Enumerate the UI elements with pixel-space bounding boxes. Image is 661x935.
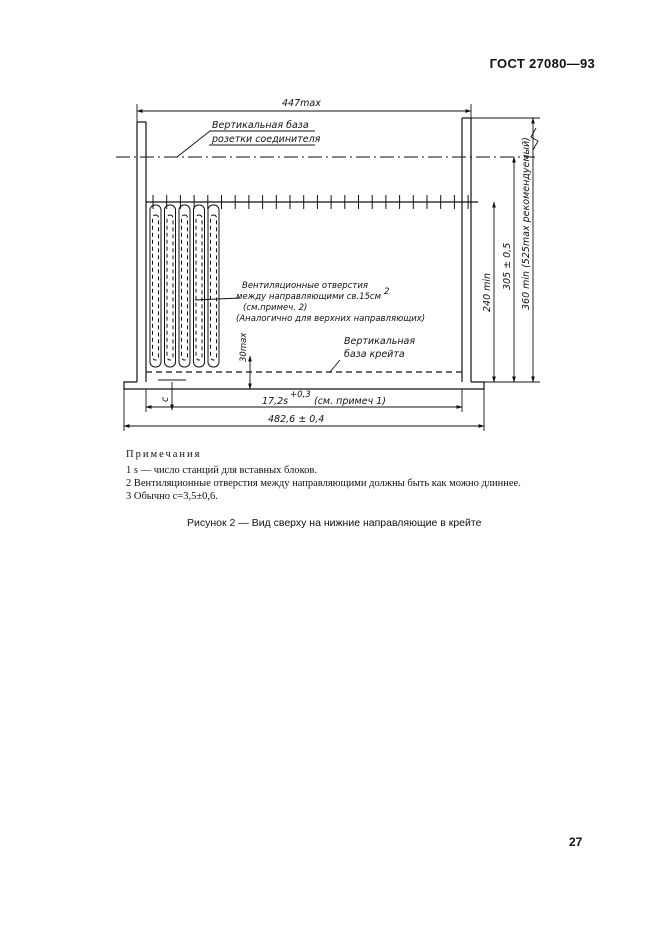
note-3: 3 Обычно c=3,5±0,6. — [126, 491, 218, 502]
notes-section — [126, 448, 526, 503]
dim-30-label: 30max — [239, 332, 249, 362]
guide-slot — [150, 205, 161, 367]
guide-slot — [194, 205, 205, 367]
dim-482-label: 482,6 ± 0,4 — [268, 414, 325, 425]
page-number: 27 — [569, 835, 583, 849]
guide-slot — [165, 205, 176, 367]
dim-c-label: c — [160, 396, 171, 402]
vertical-base-title: Вертикальная база — [212, 120, 309, 131]
vent-label-4: (Аналогично для верхних направляющих) — [236, 314, 426, 324]
figure-caption: Рисунок 2 — Вид сверху на нижние направляющие в крейте — [187, 517, 482, 529]
dim-172-label: 17,2s — [262, 396, 289, 407]
document-code: ГОСТ 27080—93 — [489, 56, 595, 71]
right-flange — [462, 382, 484, 389]
vent-label-1: Вентиляционные отверстия — [242, 281, 368, 291]
dim-240-label: 240 min — [482, 272, 493, 312]
vent-opening — [196, 215, 202, 360]
dim-447-label: 447max — [282, 98, 321, 109]
guide-slot — [208, 205, 219, 367]
note-1: 1 s — число станций для вставных блоков. — [126, 465, 317, 476]
crate-top-view-drawing — [0, 0, 661, 450]
vertical-base-subtitle: розетки соединителя — [212, 134, 321, 145]
notes-title: Примечания — [126, 449, 202, 460]
dim-172-note: (см. примеч 1) — [314, 396, 386, 407]
crate-base-label-2: база крейта — [344, 349, 405, 360]
vent-label-3: (см.примеч. 2) — [243, 303, 308, 313]
dim-305-label: 305 ± 0,5 — [502, 242, 513, 290]
vent-opening — [211, 215, 217, 360]
vent-label-2: между направляющими св.15см — [236, 292, 382, 302]
dim-360-label: 360 min (525max рекомендуемый) — [521, 137, 532, 310]
dim-172-sup: +0,3 — [290, 390, 311, 400]
vent-opening — [167, 215, 173, 360]
note-2: 2 Вентиляционные отверстия между направляющими должны быть как можно длиннее. — [126, 478, 521, 489]
crate-base-label-1: Вертикальная — [344, 336, 416, 347]
guide-slot — [179, 205, 190, 367]
vent-opening — [153, 215, 159, 360]
vent-opening — [182, 215, 188, 360]
guide-slots — [150, 205, 219, 367]
left-flange — [124, 382, 146, 389]
vent-label-sup: 2 — [384, 287, 390, 297]
